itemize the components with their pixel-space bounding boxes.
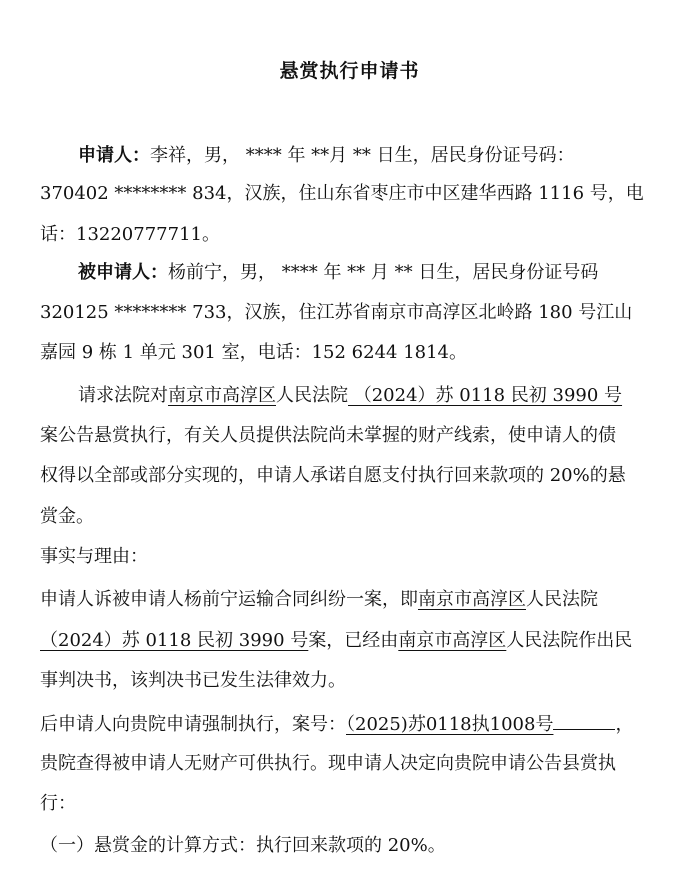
facts-line-3: 事判决书，该判决书已发生法律效力。 xyxy=(40,670,346,691)
facts-court-suffix-1: 人民法院 xyxy=(526,589,598,610)
request-line-1 xyxy=(78,384,622,408)
request-prefix: 请求法院对 xyxy=(78,385,168,406)
enforcement-suffix: ， xyxy=(615,714,634,735)
applicant-line-2: 370402 ******** 834，汉族，住山东省枣庄市中区建华西路 1116 号，电 xyxy=(40,183,644,204)
respondent-line-1 xyxy=(78,261,598,285)
applicant-details: 李祥，男， **** 年 **月 ** 日生，居民身份证号码： xyxy=(150,145,575,166)
respondent-details: 杨前宁，男， **** 年 ** 月 ** 日生，居民身份证号码 xyxy=(168,262,599,283)
facts-heading: 事实与理由： xyxy=(40,546,148,567)
enforcement-line-2: 贵院查得被申请人无财产可供执行。现申请人决定向贵院申请公告县赏执 xyxy=(40,753,616,774)
request-court-name: 南京市高淳区 xyxy=(168,385,276,406)
respondent-label: 被申请人： xyxy=(78,262,168,283)
enforcement-case-number: （2025)苏0118执1008号 xyxy=(346,714,554,735)
enforcement-prefix: 后申请人向贵院申请强制执行，案号： xyxy=(40,714,346,735)
applicant-line-1 xyxy=(78,144,575,168)
facts-court-suffix-2: 人民法院作出民 xyxy=(506,630,633,651)
facts-line-1 xyxy=(40,588,598,612)
request-court-suffix: 人民法院 xyxy=(276,385,348,406)
applicant-label: 申请人： xyxy=(78,145,150,166)
respondent-line-3: 嘉园 9 栋 1 单元 301 室，电话：152 6244 1814。 xyxy=(40,342,468,363)
request-line-4: 赏金。 xyxy=(40,506,94,527)
item-1: （一）悬赏金的计算方式：执行回来款项的 20%。 xyxy=(40,835,446,856)
request-case-number: （2024）苏 0118 民初 3990 号 xyxy=(348,385,623,406)
facts-mid: 案，已经由 xyxy=(308,630,399,651)
document-title: 悬赏执行申请书 xyxy=(279,60,420,82)
enforcement-line-1 xyxy=(40,711,633,737)
blank-underline xyxy=(553,711,615,730)
facts-line-2 xyxy=(40,629,632,653)
facts-court-name-1: 南京市高淳区 xyxy=(418,589,526,610)
facts-case-number: （2024）苏 0118 民初 3990 号 xyxy=(40,630,309,651)
respondent-line-2: 320125 ******** 733，汉族，住江苏省南京市高淳区北岭路 180 号江山 xyxy=(40,302,633,323)
applicant-line-3: 话：13220777711。 xyxy=(40,224,220,245)
enforcement-line-3: 行： xyxy=(40,793,76,814)
request-line-3: 权得以全部或部分实现的，申请人承诺自愿支付执行回来款项的 20%的悬 xyxy=(40,465,626,486)
facts-prefix: 申请人诉被申请人杨前宁运输合同纠纷一案，即 xyxy=(40,589,418,610)
facts-court-name-2: 南京市高淳区 xyxy=(398,630,507,651)
request-line-2: 案公告悬赏执行，有关人员提供法院尚未掌握的财产线索，使申请人的债 xyxy=(40,425,616,446)
